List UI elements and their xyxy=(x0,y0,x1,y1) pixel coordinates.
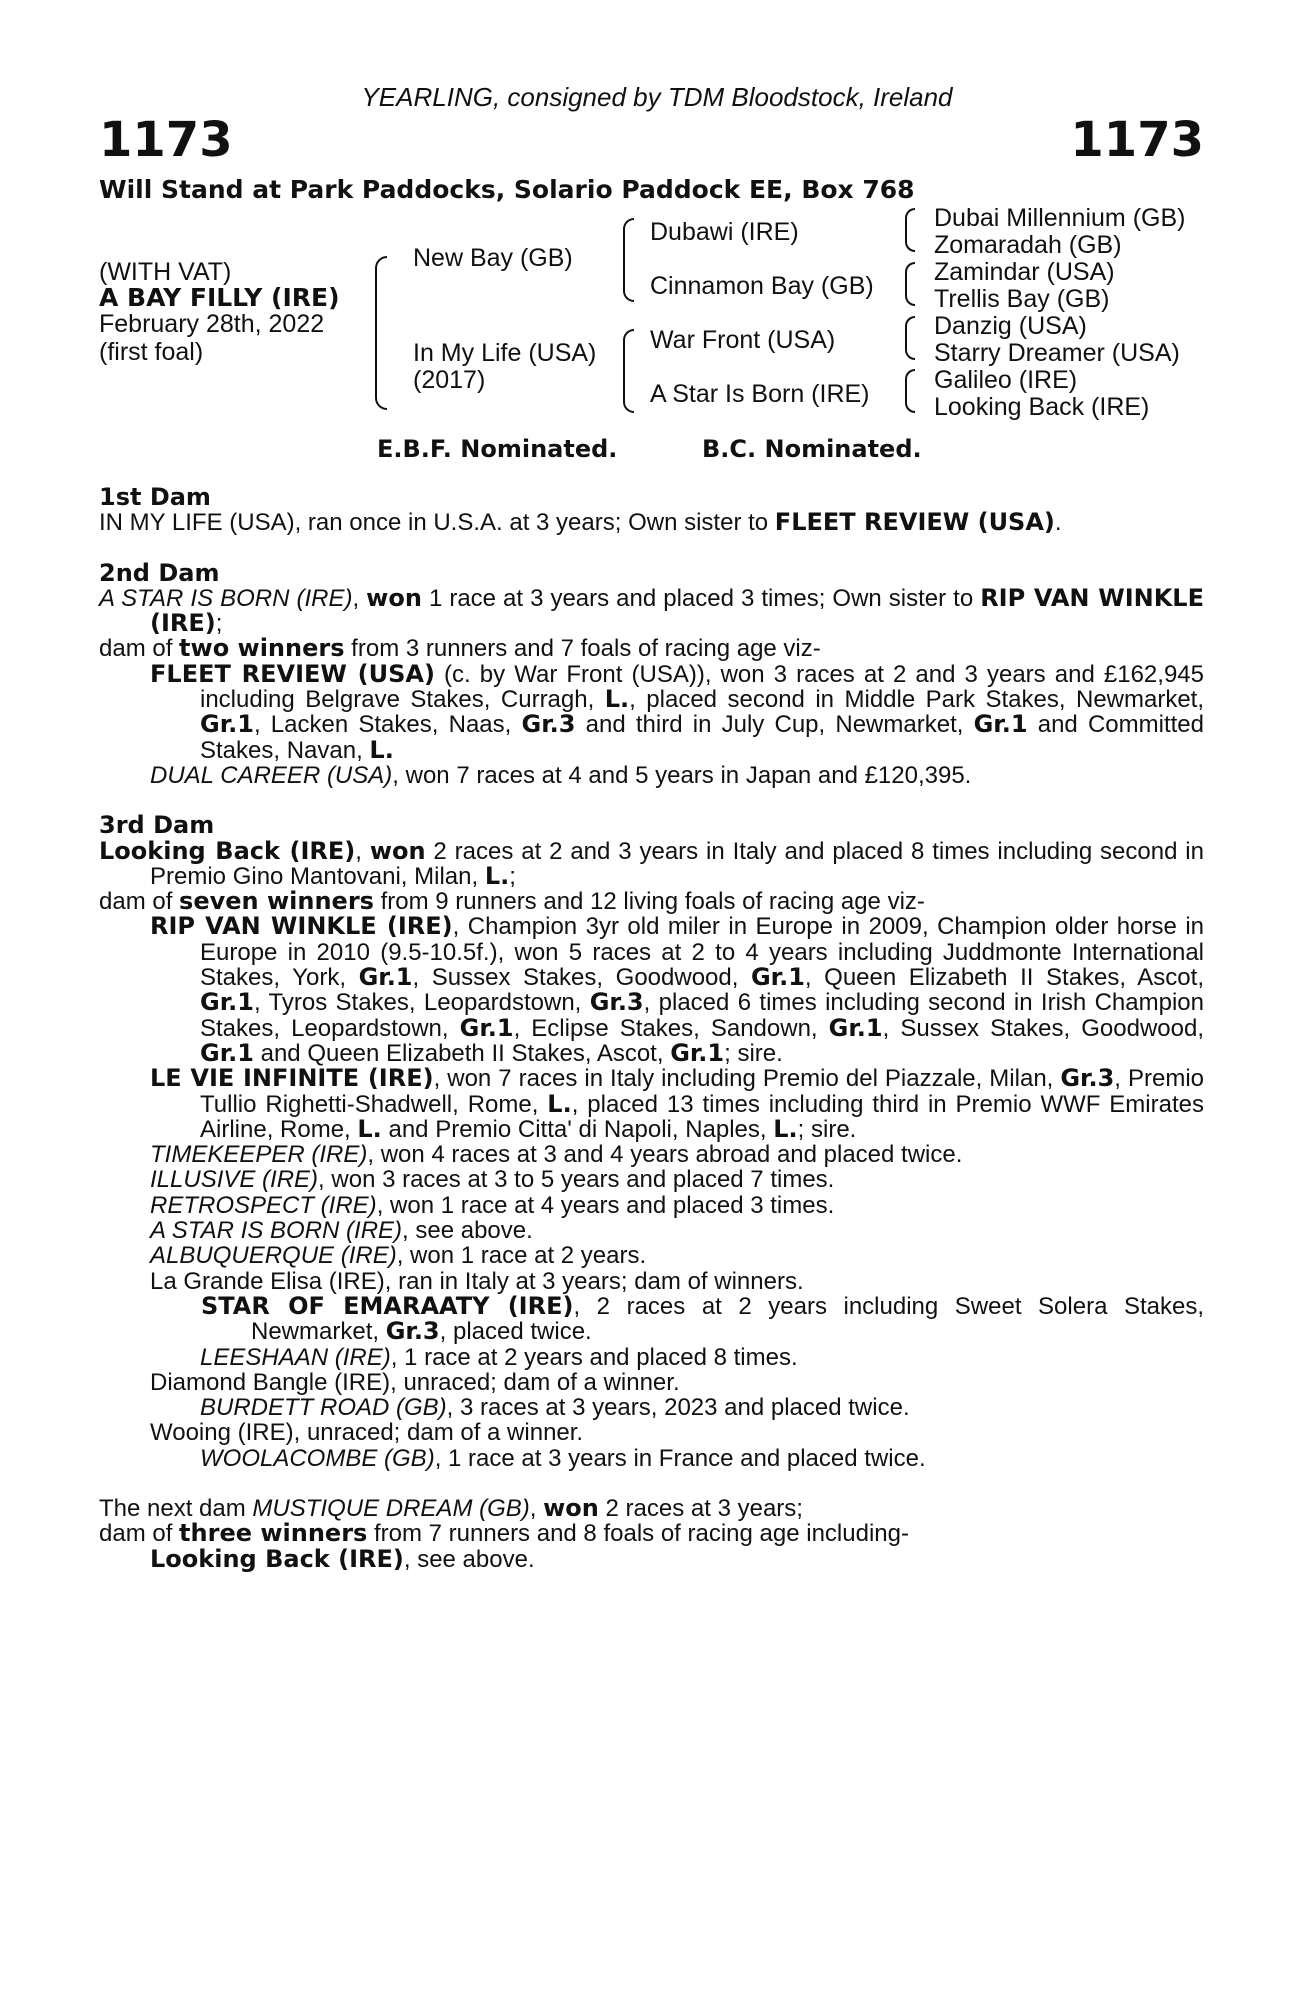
leeshaan-entry: LEESHAAN (IRE), 1 race at 2 years and placed 8 times. xyxy=(200,1343,798,1371)
pedigree-sire-sire: Dubawi (IRE) xyxy=(650,218,799,246)
first-dam-text: IN MY LIFE (USA), ran once in U.S.A. at 3 years; Own sister to FLEET REVIEW (USA). xyxy=(99,508,1062,537)
foaling-date: February 28th, 2022 xyxy=(99,310,325,338)
pedigree-sire: New Bay (GB) xyxy=(413,244,573,272)
wooing-entry: Wooing (IRE), unraced; dam of a winner. xyxy=(150,1419,584,1447)
pedigree-dam: In My Life (USA) xyxy=(413,339,597,367)
second-dam-produce: dam of two winners from 3 runners and 7 foals of racing age viz- xyxy=(99,634,821,663)
dual-career-entry: DUAL CAREER (USA), won 7 races at 4 and 5 years in Japan and £120,395. xyxy=(150,761,972,789)
pedigree-g2: Zomaradah (GB) xyxy=(934,231,1122,259)
star-of-emaraaty-entry: STAR OF EMARAATY (IRE), 2 races at 2 years including Sweet Solera Stakes, Newmarket, Gr.3, placed twice. xyxy=(201,1291,1204,1346)
woolacombe-entry: WOOLACOMBE (GB), 1 race at 3 years in France and placed twice. xyxy=(200,1444,926,1472)
pedigree-g1: Dubai Millennium (GB) xyxy=(934,204,1186,232)
pedigree-brace-sire xyxy=(623,218,634,302)
pedigree-g3: Zamindar (USA) xyxy=(934,258,1115,286)
pedigree-brace-g1 xyxy=(905,208,915,252)
fleet-review-entry: FLEET REVIEW (USA) (c. by War Front (USA)), won 3 races at 2 and 3 years and £162,945 including Belgrave Stakes, Curragh, L., placed second in Middle Park Stakes, Newmarket, Gr.1, Lacken Stakes, Naas, Gr.3 and third in July Cup, Newmarket, Gr.1 and Committed Stakes, Navan, L. xyxy=(150,659,1205,764)
bc-nominated: B.C. Nominated. xyxy=(702,435,922,463)
le-vie-infinite-entry: LE VIE INFINITE (IRE), won 7 races in Italy including Premio del Piazzale, Milan, Gr.3, Premio Tullio Righetti-Shadwell, Rome, L., placed 13 times including third in Premio WWF Emirates Airline, Rome, L. and Premio Citta' di Napoli, Naples, L.; sire. xyxy=(150,1064,1205,1143)
next-dam-text: The next dam MUSTIQUE DREAM (GB), won 2 races at 3 years; xyxy=(99,1493,803,1522)
pedigree-dam-sire: War Front (USA) xyxy=(650,326,836,354)
pedigree-g7: Galileo (IRE) xyxy=(934,366,1078,394)
first-dam-heading: 1st Dam xyxy=(99,483,211,511)
burdett-road-entry: BURDETT ROAD (GB), 3 races at 3 years, 2023 and placed twice. xyxy=(200,1394,910,1422)
consignment-line: YEARLING, consigned by TDM Bloodstock, Ireland xyxy=(361,82,953,112)
foal-note: (first foal) xyxy=(99,338,204,366)
pedigree-g5: Danzig (USA) xyxy=(934,312,1087,340)
vat-label: (WITH VAT) xyxy=(99,258,232,286)
next-dam-produce: dam of three winners from 7 runners and 8 foals of racing age including- xyxy=(99,1519,909,1548)
horse-name: A BAY FILLY (IRE) xyxy=(99,283,340,312)
rip-van-winkle-entry: RIP VAN WINKLE (IRE), Champion 3yr old miler in Europe in 2009, Champion older horse in Europe in 2010 (9.5-10.5f.), won 5 races at 2 to 4 years including Juddmonte International Stakes, York, Gr.1, Sussex Stakes, Goodwood, Gr.1, Queen Elizabeth II Stakes, Ascot, Gr.1, Tyros Stakes, Leopardstown, Gr.3, placed 6 times including second in Irish Champion Stakes, Leopardstown, Gr.1, Eclipse Stakes, Sandown, Gr.1, Sussex Stakes, Goodwood, Gr.1 and Queen Elizabeth II Stakes, Ascot, Gr.1; sire. xyxy=(150,912,1204,1067)
pedigree-brace-g3 xyxy=(905,316,915,360)
lot-number-left: 1173 xyxy=(99,112,233,168)
pedigree-dam-dam: A Star Is Born (IRE) xyxy=(650,380,870,408)
pedigree-brace-dam xyxy=(623,329,634,413)
retrospect-entry: RETROSPECT (IRE), won 1 race at 4 years and placed 3 times. xyxy=(150,1191,835,1219)
pedigree-brace-g2 xyxy=(905,262,915,306)
catalogue-body xyxy=(99,485,1204,1572)
second-dam-text: A STAR IS BORN (IRE), won 1 race at 3 years and placed 3 times; Own sister to RIP VAN WINKLE (IRE); xyxy=(99,583,1204,638)
pedigree-brace-main xyxy=(375,256,387,410)
illusive-entry: ILLUSIVE (IRE), won 3 races at 3 to 5 years and placed 7 times. xyxy=(150,1166,835,1194)
la-grande-elisa-entry: La Grande Elisa (IRE), ran in Italy at 3 years; dam of winners. xyxy=(150,1267,804,1295)
looking-back-entry: Looking Back (IRE), see above. xyxy=(150,1544,535,1573)
ebf-nominated: E.B.F. Nominated. xyxy=(377,435,618,463)
third-dam-text: Looking Back (IRE), won 2 races at 2 and 3 years in Italy and placed 8 times including second in Premio Gino Mantovani, Milan, L.; xyxy=(99,836,1204,890)
third-dam-heading: 3rd Dam xyxy=(99,811,215,840)
pedigree-sire-dam: Cinnamon Bay (GB) xyxy=(650,272,874,300)
pedigree-brace-g4 xyxy=(905,369,915,413)
a-star-is-born-entry: A STAR IS BORN (IRE), see above. xyxy=(150,1217,533,1245)
pedigree-g4: Trellis Bay (GB) xyxy=(934,285,1110,313)
pedigree-dam-year: (2017) xyxy=(413,366,486,394)
diamond-bangle-entry: Diamond Bangle (IRE), unraced; dam of a winner. xyxy=(150,1368,680,1396)
timekeeper-entry: TIMEKEEPER (IRE), won 4 races at 3 and 4 years abroad and placed twice. xyxy=(150,1141,963,1169)
second-dam-heading: 2nd Dam xyxy=(99,558,220,587)
albuquerque-entry: ALBUQUERQUE (IRE), won 1 race at 2 years. xyxy=(150,1242,647,1270)
pedigree-g6: Starry Dreamer (USA) xyxy=(934,339,1180,367)
lot-number-right: 1173 xyxy=(1070,112,1204,168)
pedigree-g8: Looking Back (IRE) xyxy=(934,393,1150,421)
third-dam-produce: dam of seven winners from 9 runners and 12 living foals of racing age viz- xyxy=(99,887,925,916)
stand-location: Will Stand at Park Paddocks, Solario Paddock EE, Box 768 xyxy=(99,175,915,204)
